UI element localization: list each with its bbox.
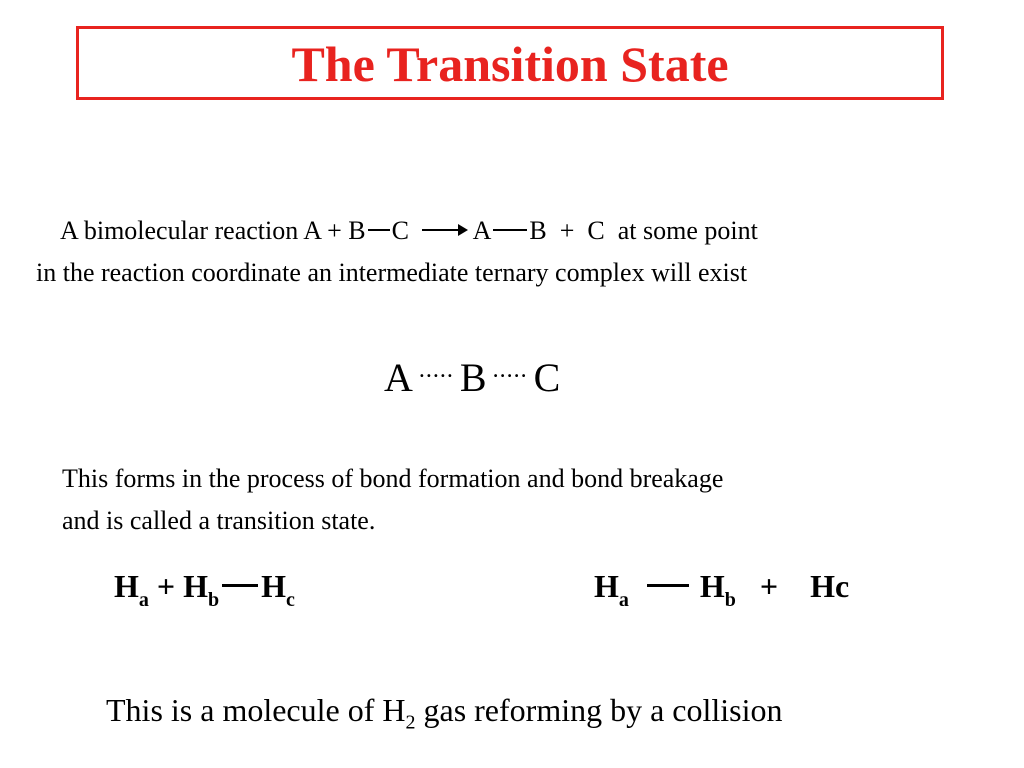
left-h1: H	[114, 568, 139, 604]
reaction-c1: C	[391, 216, 409, 245]
conclusion-after: gas reforming by a collision	[415, 692, 783, 728]
conclusion-sub: 2	[405, 711, 416, 734]
left-s1: a	[138, 589, 149, 612]
explanation-line-2: and is called a transition state.	[62, 506, 376, 535]
complex-b: B	[459, 355, 487, 400]
right-hc: Hc	[810, 568, 850, 604]
reaction-plus: +	[559, 216, 575, 245]
reaction-b2: B	[529, 216, 547, 245]
ternary-complex	[384, 354, 560, 401]
right-plus: +	[759, 568, 779, 604]
complex-dots-2: .....	[492, 357, 528, 383]
complex-c: C	[533, 355, 561, 400]
title-box	[76, 26, 944, 100]
left-s3: c	[286, 589, 295, 612]
left-plus: +	[156, 568, 176, 604]
bond-line	[222, 584, 258, 587]
bond-line	[368, 229, 390, 231]
bond-line	[647, 584, 689, 587]
reaction-a2: A	[472, 216, 492, 245]
explanation-line-1: This forms in the process of bond formation and bond breakage	[62, 464, 724, 493]
right-s2: b	[724, 589, 736, 612]
reaction-prefix: A bimolecular reaction A + B	[60, 216, 366, 245]
right-h2: H	[699, 568, 725, 604]
reaction-line	[60, 216, 758, 246]
bond-line	[493, 229, 527, 231]
right-equation	[594, 568, 849, 610]
reaction-suffix: at some point	[617, 216, 758, 245]
reaction-line-2: in the reaction coordinate an intermediate ternary complex will exist	[36, 258, 748, 287]
reaction-arrow-icon	[422, 229, 462, 231]
reaction-c2: C	[587, 216, 605, 245]
left-h3: H	[261, 568, 287, 604]
complex-a: A	[384, 355, 413, 400]
complex-dots-1: .....	[418, 357, 454, 383]
slide-title: The Transition State	[291, 36, 729, 92]
right-s1: a	[618, 589, 629, 612]
left-h2: H	[183, 568, 209, 604]
right-h1: H	[594, 568, 619, 604]
conclusion-before: This is a molecule of H	[106, 692, 406, 728]
conclusion	[106, 692, 783, 734]
left-equation	[114, 568, 295, 610]
left-s2: b	[208, 589, 220, 612]
